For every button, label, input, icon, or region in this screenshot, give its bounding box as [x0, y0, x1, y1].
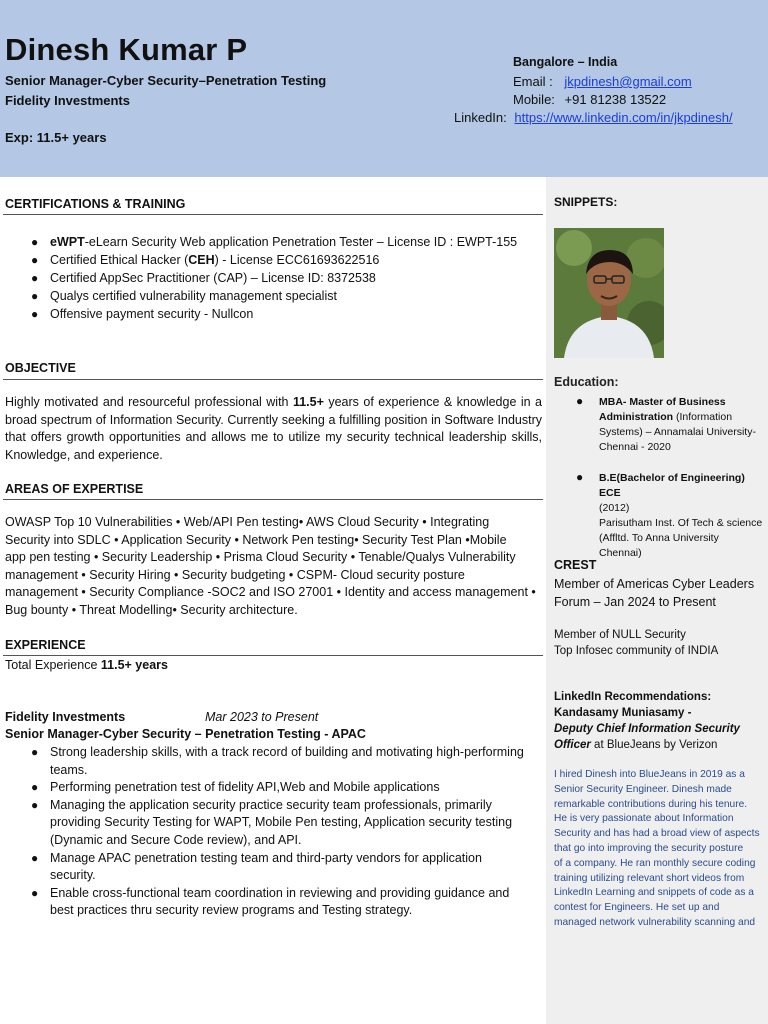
employer-name: Fidelity Investments	[5, 710, 126, 724]
section-divider	[3, 655, 543, 656]
section-divider	[3, 499, 543, 500]
total-experience: Total Experience 11.5+ years	[5, 658, 168, 672]
expertise-heading: AREAS OF EXPERTISE	[5, 482, 144, 496]
education-item: B.E(Bachelor of Engineering) ECE (2012) Parisutham Inst. Of Tech & science (Affltd. To Anna University Chennai)	[599, 472, 763, 559]
objective-text: Highly motivated and resourceful professional with 11.5+ years of experience & knowledge in a broad spectrum of Information Security. Currently seeking a fulfilling position in Software Industry that offers growth opportunities and allows me to utilize my security technical leadership skills, Knowledge, and experience.	[5, 395, 542, 462]
recommendation-header	[554, 689, 740, 753]
company-name: Fidelity Investments	[5, 93, 130, 108]
experience-heading: EXPERIENCE	[5, 638, 86, 652]
linkedin-label: LinkedIn:	[454, 110, 507, 125]
person-photo-icon	[554, 228, 664, 358]
list-item: ● Strong leadership skills, with a track record of building and motivating high-performing teams.	[31, 745, 524, 777]
experience-bullets	[5, 744, 545, 920]
mobile-number: +91 81238 13522	[564, 92, 667, 107]
location: Bangalore – India	[513, 55, 618, 69]
bullet-icon: ●	[31, 850, 39, 865]
bullet-icon: ●	[576, 470, 584, 484]
role-title: Senior Manager-Cyber Security – Penetration Testing - APAC	[5, 727, 366, 741]
bullet-icon: ●	[31, 289, 39, 303]
list-item: ● Certified AppSec Practitioner (CAP) – License ID: 8372538	[31, 271, 376, 285]
list-item: ● Offensive payment security - Nullcon	[31, 307, 254, 321]
bullet-icon: ●	[31, 253, 39, 267]
education-item: MBA- Master of Business Administration (Information Systems) – Annamalai University- Chennai - 2020	[599, 396, 756, 453]
certifications-list	[5, 233, 545, 323]
objective-heading: OBJECTIVE	[5, 361, 76, 375]
recommender-name: Kandasamy Muniasamy -	[554, 707, 692, 719]
crest-heading: CREST	[554, 558, 597, 572]
snippets-heading: SNIPPETS:	[554, 195, 618, 209]
email-label: Email :	[513, 74, 553, 89]
crest-membership: Member of Americas Cyber Leaders Forum – Jan 2024 to Present	[554, 577, 755, 609]
recommendations-heading: LinkedIn Recommendations:	[554, 691, 712, 703]
list-item: ● Manage APAC penetration testing team and third-party vendors for application security.	[31, 850, 482, 883]
certifications-heading: CERTIFICATIONS & TRAINING	[5, 197, 186, 211]
list-item: ● Certified Ethical Hacker (CEH) - License ECC61693622516	[31, 253, 380, 267]
email-row	[513, 74, 692, 89]
list-item: ● Enable cross-functional team coordination in reviewing and providing guidance and best practices thru security review programs and Testing strategy.	[31, 885, 510, 918]
profile-photo	[554, 228, 664, 358]
bullet-icon: ●	[31, 885, 39, 900]
bullet-icon: ●	[31, 745, 39, 759]
bullet-icon: ●	[31, 307, 39, 321]
education-heading: Education:	[554, 375, 619, 389]
list-item: ● eWPT-eLearn Security Web application Penetration Tester – License ID : EWPT-155	[31, 235, 518, 249]
expertise-text: OWASP Top 10 Vulnerabilities • Web/API Pen testing• AWS Cloud Security • Integrating Security into SDLC • Application Security • Network Pen testing• Security Test Plan •Mobile app pen testing • Security Leadership • Prisma Cloud Security • Tenable/Qualys Vulnerability management • Security Hiring • Security budgeting • CSPM- Cloud security posture management • Security Compliance -SOC2 and ISO 27001 • Identity and access management • Bug bounty • Threat Modelling• Security architecture.	[5, 515, 536, 617]
bullet-icon: ●	[31, 780, 39, 795]
experience-summary: Exp: 11.5+ years	[5, 130, 107, 145]
candidate-name: Dinesh Kumar P	[5, 32, 248, 67]
list-item: ● Qualys certified vulnerability management specialist	[31, 289, 337, 303]
mobile-row	[513, 92, 666, 107]
job-title: Senior Manager-Cyber Security–Penetration Testing	[5, 73, 327, 88]
recommender-role: Deputy Chief Information Security	[554, 723, 740, 735]
mobile-label: Mobile:	[513, 92, 555, 107]
section-divider	[3, 214, 543, 215]
linkedin-link[interactable]: https://www.linkedin.com/in/jkpdinesh/	[514, 110, 733, 125]
bullet-icon: ●	[31, 235, 39, 249]
bullet-icon: ●	[576, 394, 584, 408]
list-item: ● Performing penetration test of fidelity API,Web and Mobile applications	[5, 779, 545, 797]
employment-period: Mar 2023 to Present	[205, 710, 319, 724]
section-divider	[3, 379, 543, 380]
recommender-org: Officer at BlueJeans by Verizon	[554, 739, 718, 751]
email-link[interactable]: jkpdinesh@gmail.com	[564, 74, 692, 89]
bullet-icon: ●	[31, 271, 39, 285]
bullet-icon: ●	[31, 797, 39, 812]
null-membership: Member of NULL Security Top Infosec community of INDIA	[554, 629, 719, 657]
linkedin-row	[454, 110, 733, 125]
list-item: ● Managing the application security practice security team professionals, primarily providing Security Testing for WAPT, Mobile Pen testing, Application security testing (Dynamic and Secure Code review), and API.	[31, 797, 513, 847]
recommendation-quote: I hired Dinesh into BlueJeans in 2019 as a Senior Security Engineer. Dinesh made remarkable contributions during his tenure. He is very passionate about Information Security and has had a broad view of aspects that go into improving the security posture of a company. He ran monthly secure coding training utilizing relevant short videos from LinkedIn Learning and snippets of code as a contest for Engineers. He set up and managed network vulnerability scanning and	[554, 769, 760, 928]
